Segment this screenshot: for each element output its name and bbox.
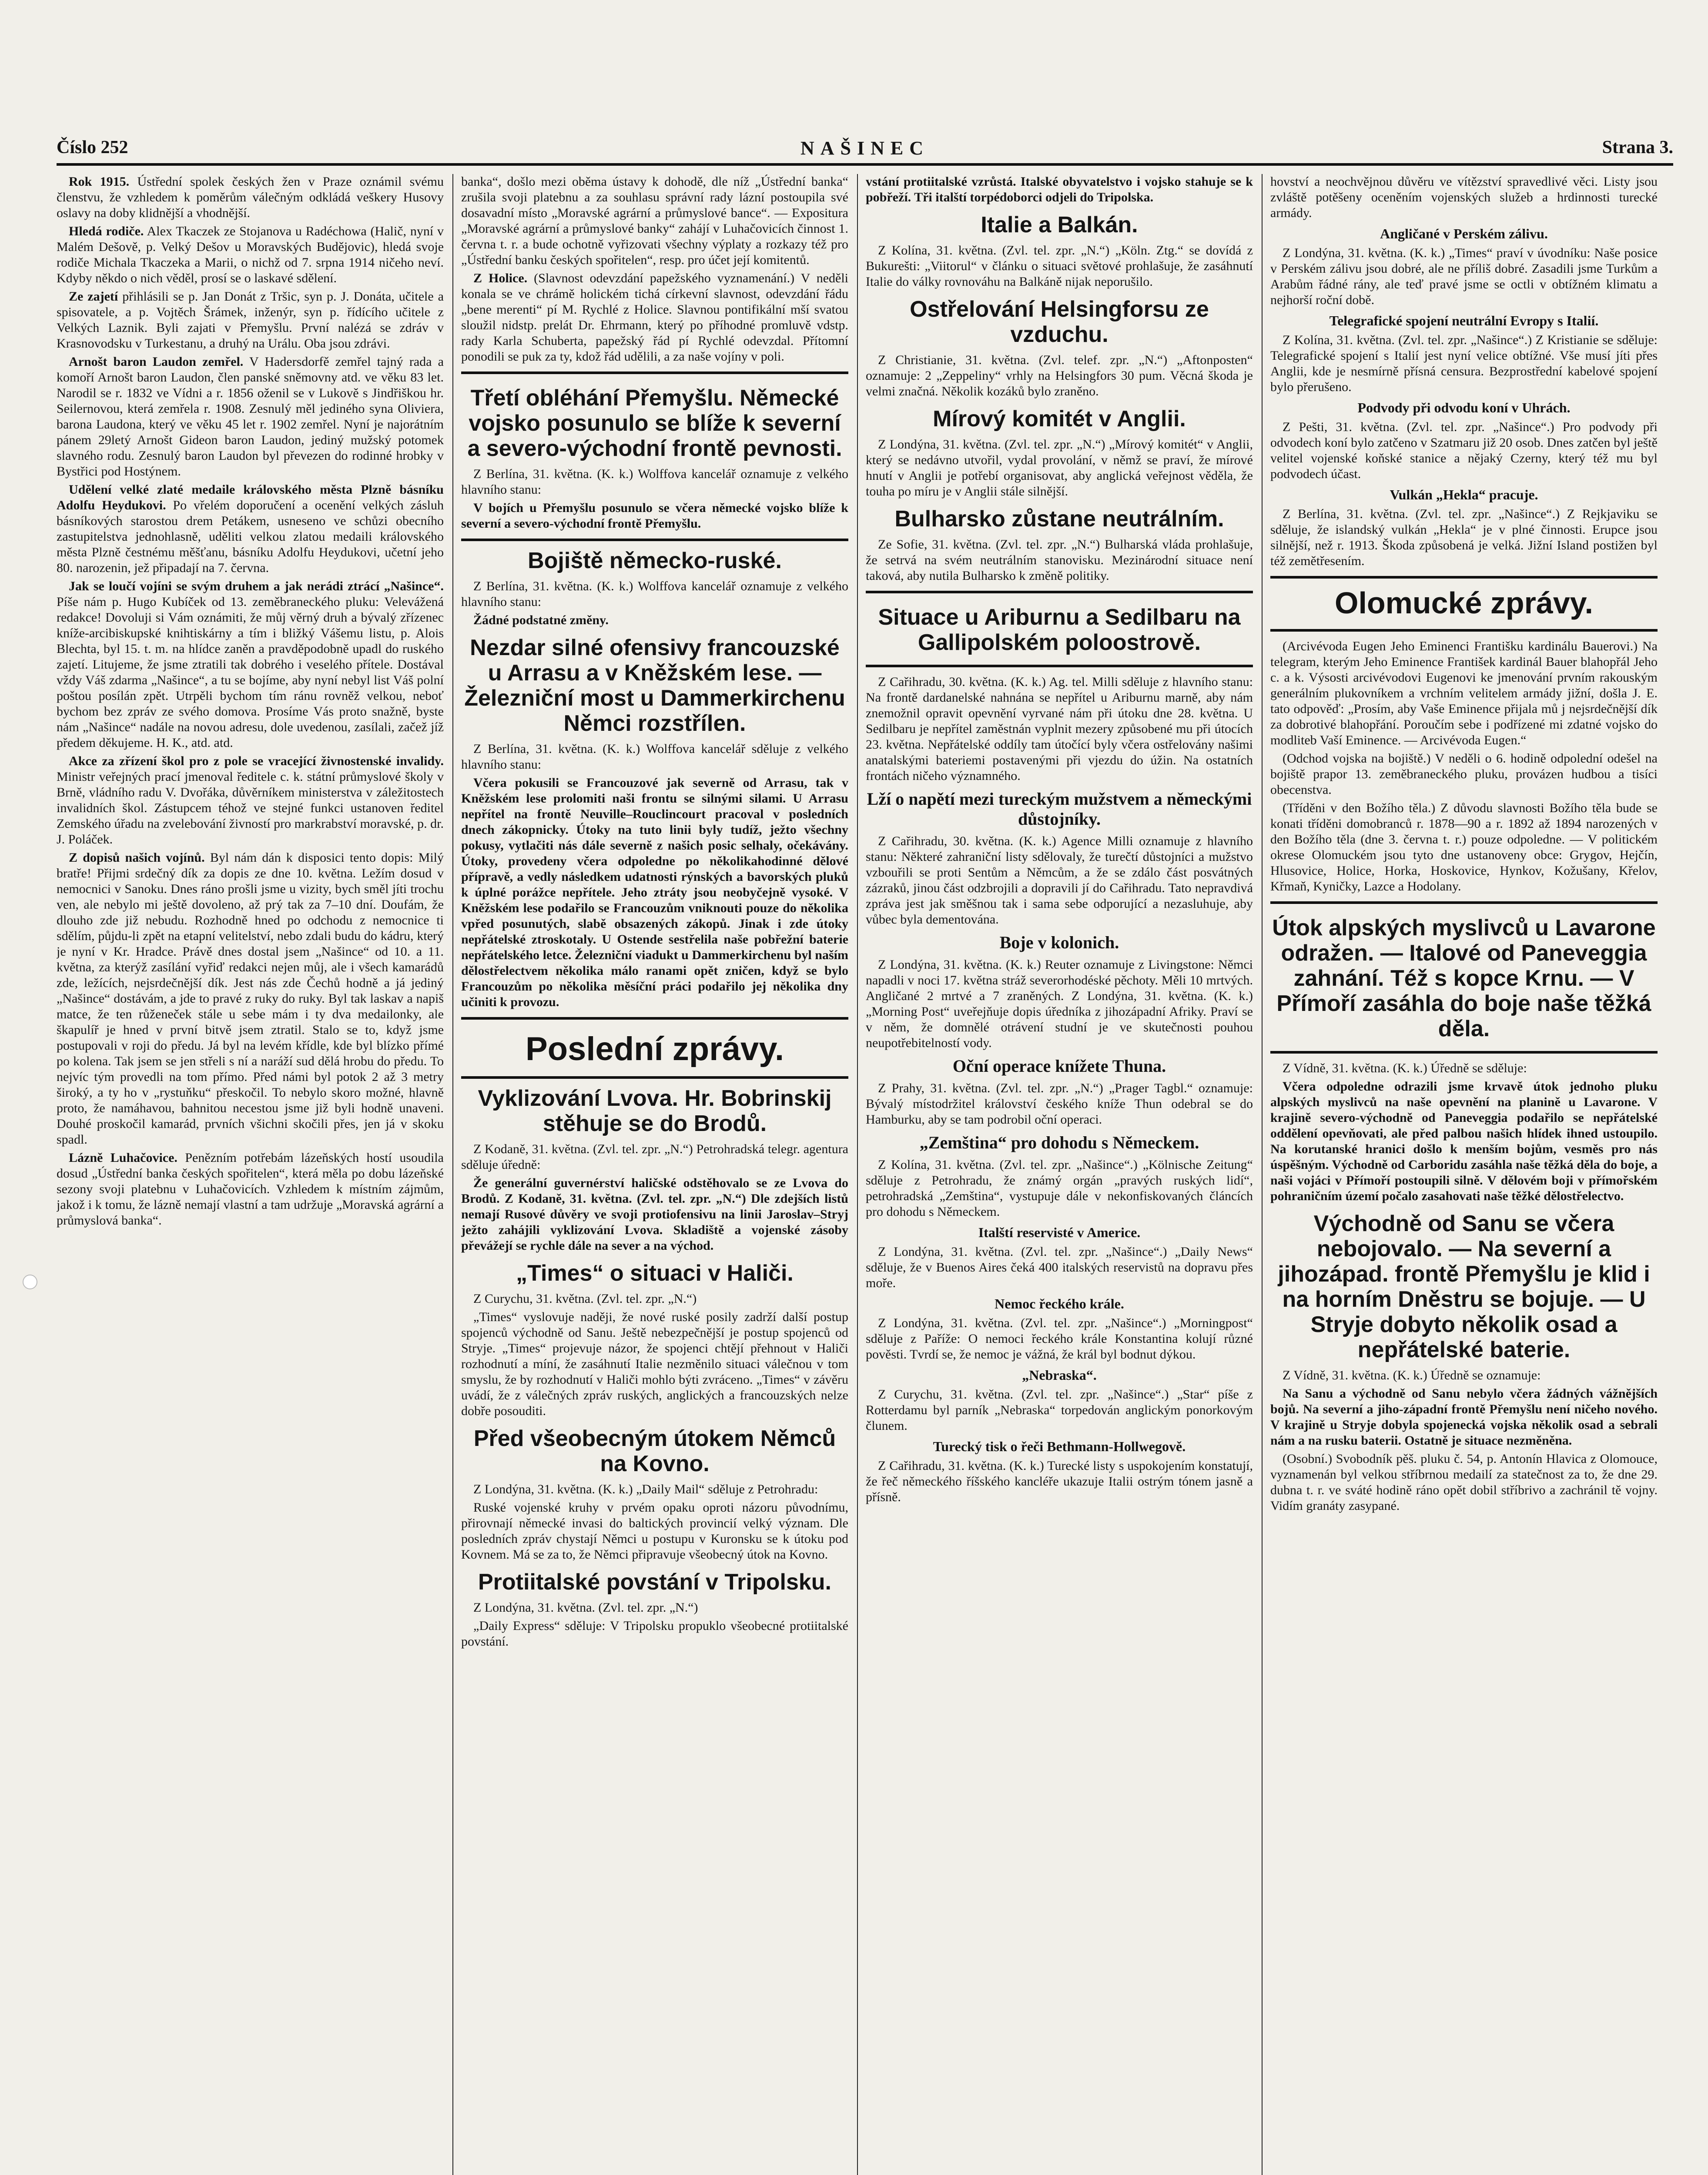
paragraph: Ruské vojenské kruhy v prvém opaku oproti názoru původnímu, přirovnají německé invasi do baltických provincií velký význam. Dle posledních zpráv chystají Němci u postupu v Kuronsku se k útoku pod Kovnem. Má se za to, že Němci připravuje všeobecný útok na Kovno. <box>461 1500 848 1562</box>
paragraph: Z Kolína, 31. května. (Zvl. tel. zpr. „Našince“.) „Kölnische Zeitung“ sděluje z Petrohradu, že známý orgán „pravých ruských lidí“, petrohradská „Zemština“, vystupuje dále v nekonfiskovaných článcích pro dohodu s Německem. <box>866 1158 1253 1219</box>
column-4 <box>1270 174 1658 2175</box>
dateline: Z Vídně, 31. května. (K. k.) Úředně se sděluje: <box>1283 1061 1527 1075</box>
subheadline: Podvody při odvodu koní v Uhrách. <box>1357 400 1571 415</box>
latest-news-section <box>461 1017 848 1079</box>
headline: Nezdar silné ofensivy francouzské u Arrasu a v Kněžském lese. — Železniční most u Dammerkirchenu Němci rozstřílen. <box>464 635 845 736</box>
paragraph: Z Pešti, 31. května. (Zvl. tel. zpr. „Našince“.) Pro podvody při odvodech koní bylo zatčeno v Szatmaru již 20 osob. Dnes zatčen byl ještě velitel vojenské koňské stanice a nějaký Czerny, který též mu byl podvodech účast. <box>1270 420 1658 481</box>
column-3 <box>866 174 1253 2175</box>
paragraph: Že generální guvernérství haličské odstěhovalo se ze Lvova do Brodů. Z Kodaně, 31. května. (Zvl. tel. zpr. „N.“) Dle zdejších listů nemají Rusové důvěry ve svoji protiofensivu na linii Jaroslav–Stryj ježto zahájili vyklizování Lvova. Skladiště a vojenské zásoby převážejí se rychle dále na sever a na východ. <box>461 1176 848 1253</box>
headline: Italie a Balkán. <box>981 212 1138 238</box>
headline: „Times“ o situaci v Haliči. <box>516 1261 794 1286</box>
dateline: Z Berlína, 31. května. (K. k.) Wolffova kancelář oznamuje z velkého hlavního stanu: <box>461 467 848 497</box>
paragraph: V bojích u Přemyšlu posunulo se včera německé vojsko blíže k severní a severo-východní frontě Přemyšlu. <box>461 501 848 531</box>
paragraph: banka“, došlo mezi oběma ústavy k dohodě, dle níž „Ústřední banka“ zrušila svoji platebnu a za souhlasu správní rady lázní postoupila své dosavadní místo „Moravské agrární a průmyslové bance“. — Expositura „Moravské agrární a průmyslové banky“ zahájí v Luhačovicích činnost 1. června t. r. a bude ochotně vyřizovati všechny výplaty a rozkazy též pro „Ústřední banku českých spořitelen“, resp. pro účet její komitentů. <box>461 174 848 267</box>
paragraph: Ze Sofie, 31. května. (Zvl. tel. zpr. „N.“) Bulharská vláda prohlašuje, že setrvá na svém neutrálním stanovisku. Mezinárodní situace není taková, aby nutila Bulharsko k změně politiky. <box>866 537 1253 583</box>
column-2 <box>461 174 848 2175</box>
dateline: Z Kodaně, 31. května. (Zvl. tel. zpr. „N.“) Petrohradská telegr. agentura sděluje úředně: <box>461 1142 848 1172</box>
column-rule <box>1262 174 1263 2175</box>
paragraph: „Daily Express“ sděluje: V Tripolsku propuklo všeobecné protiitalské povstání. <box>461 1619 848 1649</box>
punch-hole <box>23 1275 37 1289</box>
section-title: Poslední zprávy. <box>525 1031 784 1067</box>
column-rule <box>857 174 858 2175</box>
paragraph: Akce za zřízení škol pro z pole se vracející živnostenské invalidy. Ministr veřejných prací jmenoval ředitele c. k. státní průmyslové školy v Brně, vládního radu V. Dvořáka, důvěrníkem ministerstva v záležitostech invalidních škol. Zástupcem téhož ve stejné funkci ustanoven ředitel Zemského úřadu na zvelebování živností pro markrabství moravské, p. dr. J. Poláček. <box>57 754 444 847</box>
paragraph: Z Berlína, 31. května. (Zvl. tel. zpr. „Našince“.) Z Rejkjaviku se sděluje, že islandský vulkán „Hekla“ je v plné činnosti. Erupce jsou silnější, než r. 1913. Škoda způsobená je velká. Jižní Island postižen byl též zemětřesením. <box>1270 507 1658 568</box>
article <box>461 371 848 541</box>
subheadline: Lží o napětí mezi tureckým mužstvem a německými důstojníky. <box>867 789 1252 829</box>
column-rule <box>452 174 453 2175</box>
headline: Ostřelování Helsingforsu ze vzduchu. <box>910 297 1209 347</box>
headline: Útok alpských myslivců u Lavarone odražen. — Italové od Paneveggia zahnání. Též s kopce Krnu. — V Přímoří zasáhla do boje naše těžká děla. <box>1272 915 1656 1041</box>
headline: Třetí obléhání Přemyšlu. Německé vojsko posunulo se blíže k severní a severo-východní frontě pevnosti. <box>467 385 842 461</box>
column-1 <box>57 174 444 2175</box>
subheadline: „Nebraska“. <box>1022 1367 1097 1383</box>
paragraph: Z Holice. (Slavnost odevzdání papežského vyznamenání.) V neděli konala se ve chrámě holickém tichá církevní slavnost, odevzdání řádu „bene merenti“ pí M. Rychlé z Holice. Slavnou pontifikální mší svatou sloužil nidstp. prelát Dr. Ehrmann, který po příhodné promluvě vdstp. rady Karla Schuberta, papežský řád pí Rychlé odevzdal. Přítomní ponodili se puk za ty, kdož řád udělili, a za naše vojíny v poli. <box>461 271 848 364</box>
subheadline: Boje v kolonich. <box>999 933 1119 952</box>
paragraph: Z Prahy, 31. května. (Zvl. tel. zpr. „N.“) „Prager Tagbl.“ oznamuje: Bývalý místodržitel království českého kníže Thun odebral se do Hamburku, aby se tam podrobil oční operaci. <box>866 1081 1253 1127</box>
paragraph: vstání protiitalské vzrůstá. Italské obyvatelstvo i vojsko stahuje se k pobřeží. Tři italští torpédoborci odjeli do Tripolska. <box>866 174 1253 204</box>
paragraph: Z Londýna, 31. května. (K. k.) Reuter oznamuje z Livingstone: Němci napadli v noci 17. května stráž severorhodéské pěchoty. Měli 10 mrtvých. Angličané 2 mrtvé a 7 zraněných. Z Londýna, 31. května. (K. k.) „Morning Post“ uveřejňuje dopis úředníka z jihozápadní Afriky. Praví se v něm, že domnělé otrávení studní je ve skutečnosti pouhou neupotřebitelností vody. <box>866 957 1253 1050</box>
headline: Východně od Sanu se včera nebojovalo. — Na severní a jihozápad. frontě Přemyšlu je klid i na horním Dněstru se bojuje. — U Stryje dobyto několik osad a nepřátelské baterie. <box>1278 1211 1650 1362</box>
paragraph: Z Curychu, 31. května. (Zvl. tel. zpr. „Našince“.) „Star“ píše z Rotterdamu byl parník „Nebraska“ torpedován anglickým ponorkovým člunem. <box>866 1387 1253 1433</box>
paragraph: Z Londýna, 31. května. (Zvl. tel. zpr. „N.“) „Mírový komitét“ v Anglii, který se nedávno utvořil, vydal provolání, v němž se praví, že mírové hnutí v Anglii je potřebí organisovat, aby anglická veřejnost věděla, že touha po míru je v Anglii stále silnější. <box>866 437 1253 499</box>
dateline: Z Vídně, 31. května. (K. k.) Úředně se oznamuje: <box>1283 1368 1541 1382</box>
subheadline: Turecký tisk o řeči Bethmann-Hollwegově. <box>933 1439 1186 1454</box>
paragraph: (Tříděni v den Božího těla.) Z důvodu slavnosti Božího těla bude se konati tříděni domobranců r. 1878—90 a r. 1892 až 1894 narozených v den Božího těla (dne 3. června t. r.) pouze odpoledne. — V politickém okrese Olomuckém jsou tyto dne ustanoveny obce: Grygov, Hejčín, Hlusovice, Holice, Horka, Hoskovice, Hynkov, Kožušany, Křelov, Křmaň, Kyničky, Lazce a Hodolany. <box>1270 801 1658 893</box>
paragraph: (Osobní.) Svobodník pěš. pluku č. 54, p. Antonín Hlavica z Olomouce, vyznamenán byl velkou stříbrnou medailí za statečnost za to, že dne 29. dubna t. r. ve sváté hodině ráno opět dobil stříbrivo a zachránil tě vojny. Vidím granáty zasypané. <box>1270 1452 1658 1513</box>
masthead: NAŠINEC <box>800 137 930 159</box>
headline: Bulharsko zůstane neutrálním. <box>894 506 1224 532</box>
dateline: Z Londýna, 31. května. (K. k.) „Daily Mail“ sděluje z Petrohradu: <box>473 1482 818 1496</box>
headline: Před všeobecným útokem Němců na Kovno. <box>473 1426 836 1476</box>
paragraph: Z Londýna, 31. května. (K. k.) „Times“ praví v úvodníku: Naše posice v Perském zálivu jsou dobré, ale ne příliš dobré. Zasadili jsme Turkům a Arabům řádné rány, ale teď pravé jsme se octli v obtížném klimatu a nejhorší roční době. <box>1270 246 1658 307</box>
section-title: Olomucké zprávy. <box>1335 586 1593 620</box>
headline: Bojiště německo-ruské. <box>528 548 782 573</box>
subheadline: Oční operace knížete Thuna. <box>952 1056 1166 1076</box>
paragraph: Arnošt baron Laudon zemřel. V Hadersdorfě zemřel tajný rada a komoří Arnošt baron Laudon, člen panské sněmovny atd. ve věku 83 let. Narodil se r. 1832 ve Vídni a r. 1856 oženil se v Lukově s Jindřiškou hr. Seilernovou, která zemřela r. 1908. Zesnulý měl jediného syna Oliviera, barona Laudona, který ve věku 45 let r. 1902 zemřel. Nyní je najorátním pánem 29letý Arnošt Gideon baron Laudon, jediný mužský potomek slavného rodu. Zesnulý baron Laudon byl převezen do rodinné hrobky v Bystřici pod Hostýnem. <box>57 355 444 478</box>
dateline: Z Berlína, 31. května. (K. k.) Wolffova kancelář sděluje z velkého hlavního stanu: <box>461 742 848 772</box>
subheadline: Italští reservisté v Americe. <box>978 1225 1141 1240</box>
subheadline: „Zemština“ pro dohodu s Německem. <box>919 1133 1199 1152</box>
paragraph: Z Londýna, 31. května. (Zvl. tel. zpr. „Našince“.) „Morningpost“ sděluje z Paříže: O nemoci řeckého krále Konstantina kolují různé pověsti. Tvrdí se, že nemoc je vážná, že král byl bodnut dýkou. <box>866 1316 1253 1362</box>
olomouc-section <box>1270 576 1658 632</box>
dateline: Z Berlína, 31. května. (K. k.) Wolffova kancelář oznamuje z velkého hlavního stanu: <box>461 579 848 609</box>
paragraph: Z Christianie, 31. května. (Zvl. telef. zpr. „N.“) „Aftonposten“ oznamuje: 2 „Zeppeliny“ vrhly na Helsingfors 30 pum. Věcná škoda je velmi značná. Několik kozáků bylo zraněno. <box>866 353 1253 398</box>
headline: Protiitalské povstání v Tripolsku. <box>478 1569 832 1595</box>
paragraph: Z Cařihradu, 30. května. (K. k.) Ag. tel. Milli sděluje z hlavního stanu: Na frontě dardanelské nahnána se nepřítel u Ariburnu marně, aby nám znemožnil opravit opevnění vyrvané nám při útoku dne 28. května. U Sedilbaru je nepřítel zaměstnán vyplnit mezery způsobené mu při útocích 23. května. Nepřátelské oddíly tam útočící byly včera ostřelovány našimi anatalskými bateriemi postavenými při vjezdu do úžin. Na ostatních frontách ničeho významného. <box>866 675 1253 783</box>
subheadline: Vulkán „Hekla“ pracuje. <box>1390 487 1538 502</box>
paragraph: Z Londýna, 31. května. (Zvl. tel. zpr. „Našince“.) „Daily News“ sděluje, že v Buenos Aires čeká 400 italských reservistů na dopravu přes moře. <box>866 1245 1253 1290</box>
issue-number: Číslo 252 <box>57 137 128 157</box>
paragraph: hovství a neochvějnou důvěru ve vítězství spravedlivé věci. Listy jsou zvláště potěšeny oceněním vojenských služeb a hrdinnosti turecké armády. <box>1270 174 1658 220</box>
page-header <box>57 137 1673 166</box>
dateline: Z Londýna, 31. května. (Zvl. tel. zpr. „N.“) <box>473 1600 698 1615</box>
paragraph: Včera pokusili se Francouzové jak severně od Arrasu, tak v Kněžském lese prolomiti naši frontu se silnými silami. U Arrasu nepřítel na frontě Neuville–Rouclincourt pracoval v posledních dnech zákopnicky. Útoky na tuto linii byly tudíž, ježto všechny pokusy, vytlačiti nás dále severně z našich posic selhaly, očekávány. Útoky, provedeny včera odpoledne po několikahodinné dělové přípravě, a vedly následkem udatnosti rýnských a bavorských pluků k úplné porážce nepřítele. Jeho ztráty jsou neobyčejně vysoké. V Kněžském lese podařilo se Francouzům vniknouti pouze do několika vpřed posunutých, slabě obsazených zákopů. Jinak i zde útoky nepřátelské ztroskotaly. U Ostende sestřelila naše pobřežní baterie nepřátelského letce. Železniční viadukt u Dammerkirchenu byl naším dělostřelectvem několika málo ranami opět zničen, když se bylo Francouzům po několika měsíční práci podařilo jej několika dny učiniti k provozu. <box>461 776 848 1009</box>
subheadline: Telegrafické spojení neutrální Evropy s Italií. <box>1329 313 1599 328</box>
paragraph: (Arcivévoda Eugen Jeho Eminenci Františku kardinálu Bauerovi.) Na telegram, kterým Jeho Eminence František kardinál Bauer blahopřál Jeho c. a k. Výsosti arcivévodovi Eugenovi ke jmenování prvním rakouským generálním plukovníkem a vrchním velitelem armády jižní, došla J. E. tato odpověď: „Prosím, aby Vaše Eminence přijala mů j nejsrdečnější dík za dobrotivé blahopřání. Poroučím sebe i podřízené mi zdatné vojsko do modliteb Vaší Eminence. — Arcivévoda Eugen.“ <box>1270 639 1658 747</box>
paragraph: Ze zajetí přihlásili se p. Jan Donát z Tršic, syn p. J. Donáta, učitele a spisovatele, a p. Vojtěch Šrámek, inženýr, syn p. řídícího učitele z Velkých Laznik. Byli zajati v Přemyšlu. První nalézá se zdráv v Krasnovodsku v Turkestanu, a druhý na Urálu. Oba jsou zdrávi. <box>57 289 444 351</box>
paragraph: Z Kolína, 31. května. (Zvl. tel. zpr. „Našince“.) Z Kristianie se sděluje: Telegrafické spojení s Italií jest nyní velice obtížné. Vše musí jíti přes Anglii, kde je nesmírně přísná censura. Bezprostřední kabelové spojení bylo přerušeno. <box>1270 333 1658 394</box>
paragraph: Včera odpoledne odrazili jsme krvavě útok jednoho pluku alpských myslivců na naše opevnění na planině u Lavarone. V krajině severo-východně od Paneveggia podařilo se nepřátelské oddělení opevňovati, ale před palbou našich hlídek ihned ustoupilo. Na korutanské hranici došlo k menším bojům, vesměs pro nás úspěšným. Východně od Carboridu zasáhla naše těžká děla do boje, a naši vojáci v Přímoří postoupili silně. V dělovém boji v přímořském pohraničním území počalo zasahovati naše těžké dělostřelectvo. <box>1270 1079 1658 1203</box>
paragraph: (Odchod vojska na bojiště.) V neděli o 6. hodině odpolední odešel na bojiště prapor 13. zeměbraneckého pluku, provázen hudbou a tisíci obecenstva. <box>1270 751 1658 797</box>
paragraph: Udělení velké zlaté medaile královského města Plzně básníku Adolfu Heydukovi. Po vřelém doporučení a ocenění velkých zásluh básníkových starostou drem Petákem, usneseno ve schůzi obecního zastupitelstva jednohlasně, uděliti velkou zlatou medaili královského města Plzně čestnému měšťanu, básníku Adolfu Heydukovi, učetní jeho 80. narozenin, jež připadají na 7. června. <box>57 482 444 575</box>
article <box>866 591 1253 667</box>
headline: Situace u Ariburnu a Sedilbaru na Gallipolském poloostrově. <box>878 605 1241 655</box>
paragraph: Hledá rodiče. Alex Tkaczek ze Stojanova u Radéchowa (Halič, nyní v Malém Dešově, p. Velký Dešov u Moravských Budějovic), hledá svoje rodiče Michala Tkaczeka a Marii, o nichž od 7. srpna 1914 ničeho neví. Kdyby někdo o nich věděl, prosí se o laskavé sdělení. <box>57 224 444 285</box>
subheadline: Nemoc řeckého krále. <box>995 1296 1124 1312</box>
paragraph: Z Cařihradu, 31. května. (K. k.) Turecké listy s uspokojením konstatují, že řeč německého říšského kancléře ukazuje Italii ostrým tónem jasně a přísně. <box>866 1459 1253 1504</box>
paragraph: Rok 1915. Ústřední spolek českých žen v Praze oznámil svému členstvu, že vzhledem k poměrům válečným odkládá veškery Husovy oslavy na doby klidnější a vhodnější. <box>57 174 444 220</box>
paragraph: Na Sanu a východně od Sanu nebylo včera žádných vážnějších bojů. Na severní a jiho-západní frontě Přemyšlu není ničeho nového. V krajině u Stryje dobyla spojenecká vojska několik osad a sebrali nám a na rusku baterii. Ostatně je situace nezměněna. <box>1270 1386 1658 1448</box>
paragraph: Lázně Luhačovice. Penězním potřebám lázeňských hostí usoudila dosud „Ústřední banka českých spořitelen“, která měla po dobu lázeňské sezony svoji platebnu v Luhačovicích. Vzhledem k místním zájmům, jakož i k tomu, že lázně nemají vlastní a tam udržuje „Moravská agrární a průmyslová banka“. <box>57 1151 444 1228</box>
paragraph: Z Kolína, 31. května. (Zvl. tel. zpr. „N.“) „Köln. Ztg.“ se dovídá z Bukurešti: „Viitorul“ v článku o situaci světové prohlašuje, že zasáhnutí Italie do války rovnováhu na Balkáně nijak neporušilo. <box>866 243 1253 289</box>
headline: Vyklizování Lvova. Hr. Bobrinskij stěhuje se do Brodů. <box>478 1086 832 1136</box>
dateline: Z Curychu, 31. května. (Zvl. tel. zpr. „N.“) <box>473 1292 697 1306</box>
paragraph: Z dopisů našich vojínů. Byl nám dán k disposici tento dopis: Milý bratře! Přijmi srdečný dík za dopis ze dne 10. května. Ležím dosud v nemocnici v Sanoku. Dnes ráno prošli jsme u vizity, bych směl jíti trochu ven, ale nebylo mi ještě dovoleno, až prý tak za 7–10 dní. Doufám, že dlouho zde již nebudu. Rozhodně hned po odchodu z nemocnice ti sdělím, půjdu-li zpět na etapní velitelství, nebo zdali budu do kádru, který je nyní v Kr. Hradce. Právě dnes dostal jsem „Našince“ od 10. a 11. května, za kterýž zasílání vyřiď redakci nejen můj, ale i všech kamarádů zde, ležících, nejsrdečnější dík. Jest nás zde Čechů hodně a já jediný „Našince“ dostávám, a jde to pravé z ruky do ruky. Byl tak laskav a napiš matce, že ten růženeček stále u sebe mám i ty dva medailonky, ale škapulíř je hned v první bitvě jsem ztratil. Stalo se to, když jsme postupovali v roji do předu. Já byl na levém křídle, kde byl blízko přímé po kolena. Tak jsem se jen střeli s ní a naráží sud dělá hrobu do předu. To nejvíc tým provedli na tom přímo. Před námi byl potok 2 až 3 metry široký, a ty ho v „rystuňku“ přeskočil. To nebylo skoro možné, hlavně proto, že namáhavou, bahnitou necestou jsme již byli hodně unaveni. Douhé proskočil kamarád, prvních všichni skočili přes, jen já v skoku spadl. <box>57 850 444 1147</box>
article <box>1270 901 1658 1054</box>
subheadline: Angličané v Perském zálivu. <box>1380 226 1548 241</box>
paragraph: Z Cařihradu, 30. května. (K. k.) Agence Milli oznamuje z hlavního stanu: Některé zahraniční listy sdělovaly, že turečtí důstojníci a mužstvo vzbouřili se proti Sentům a Němcům, a že se zdálo část posvátných zázraků, jinou část odzbrojili a dopravili jí do Cařihradu. Tato nepravdivá zpráva jest jak směšnou tak i sama sebe odporující a nezasluhuje, aby vůbec byla dementována. <box>866 834 1253 927</box>
page-number: Strana 3. <box>1602 137 1673 157</box>
paragraph: Žádné podstatné změny. <box>473 613 609 627</box>
paragraph: Jak se loučí vojíni se svým druhem a jak nerádi ztrácí „Našince“. Píše nám p. Hugo Kubíček od 13. zeměbraneckého pluku: Velevážená redakce! Dovoluji si Vám oznámiti, že můj věrný druh a bývalý zřízenec kníže-arcibiskupské knihtiskárny a tím i bližký Vášemu listu, p. Alois Blechta, byl 15. t. m. na hlídce zaněn a pravděpodobně upadl do ruského zajetí. Litujeme, že jsme ztratili tak dobrého i veselého přítele. Dostával vždy Váš zdarma „Našince“, a tu se bojíme, aby nyní nebyl list Váš polní poštou posílán zpět. Utrpěli bychom tím ránu rovněž velkou, neboť bychom bez zpráv ze svého domova. Prosíme Vás proto snažně, byste nám „Našince“ nadále na novou adresu, dole uvedenou, zasílali, začež jíž předem děkujeme. H. K., atd. atd. <box>57 579 444 750</box>
paragraph: „Times“ vyslovuje naději, že nové ruské posily zadrží další postup spojenců východně od Sanu. Ještě nebezpečnější je postup spojenců od Stryje. „Times“ projevuje názor, že spojenci chtějí přehnout v Haliči rozhodnutí a míní, že zasáhnutí Italie nezměnilo situaci válečnou v tom smyslu, že by rozhodnutí v Haliči mohlo býti zvráceno. „Times“ v závěru uvádí, že z válečných zpráv ruských, anglických a francouzských nelze dobře posouditi. <box>461 1310 848 1418</box>
headline: Mírový komitét v Anglii. <box>933 406 1186 432</box>
